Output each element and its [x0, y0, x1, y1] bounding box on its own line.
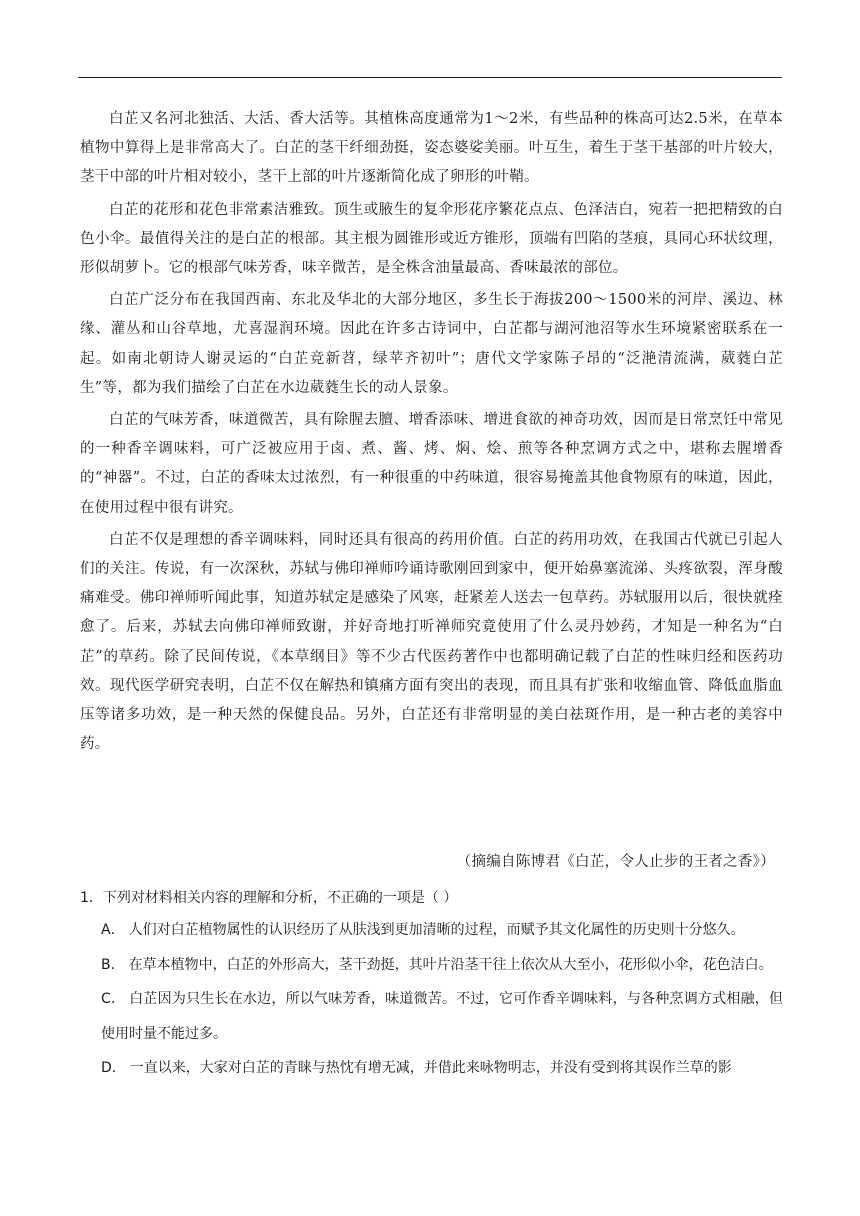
option-a[interactable] [80, 913, 783, 948]
option-d[interactable] [80, 1051, 783, 1086]
option-letter: A． [101, 922, 125, 938]
passage-source: （摘编自陈博君《白芷，令人止步的王者之香》） [456, 854, 775, 870]
option-c[interactable] [80, 982, 783, 1051]
passage-paragraph-3: 白芷广泛分布在我国西南、东北及华北的大部分地区，多生长于海拔200～1500米的河岸、溪边、林缘、灌丛和山谷草地，尤喜湿润环境。因此在许多古诗词中，白芷都与湖河池沼等水生环境紧密联系在一起。如南北朝诗人谢灵运的“白芷竞新苕，绿苹齐初叶”；唐代文学家陈子昂的“泛滟清流满，葳蕤白芷生”等，都为我们描绘了白芷在水边葳蕤生长的动人景象。 [80, 292, 783, 396]
header-rule [78, 77, 782, 78]
passage-paragraph-4: 白芷的气味芳香，味道微苦，具有除腥去膻、增香添味、增进食欲的神奇功效，因而是日常烹饪中常见的一种香辛调味料，可广泛被应用于卤、煮、酱、烤、焖、烩、煎等各种烹调方式之中，堪称去腥增香的“神器”。不过，白芷的香味太过浓烈，有一种很重的中药味道，很容易掩盖其他食物原有的味道，因此，在使用过程中很有讲究。 [80, 412, 783, 516]
option-letter: B． [101, 956, 125, 973]
option-letter: D． [101, 1060, 126, 1077]
option-text: 人们对白芷植物属性的认识经历了从肤浅到更加清晰的过程，而赋予其文化属性的历史则十分悠久。 [128, 922, 745, 938]
option-b[interactable] [80, 948, 783, 983]
passage-paragraph-2: 白芷的花形和花色非常素洁雅致。顶生或腋生的复伞形花序繁花点点、色泽洁白，宛若一把把精致的白色小伞。最值得关注的是白芷的根部。其主根为圆锥形或近方锥形，顶端有凹陷的茎痕，具同心环状纹理，形似胡萝卜。它的根部气味芳香，味辛微苦，是全株含油量最高、香味最浓的部位。 [80, 201, 783, 277]
option-letter: C． [101, 991, 126, 1008]
reading-passage [80, 105, 783, 759]
option-text: 在草本植物中，白芷的外形高大，茎干劲挺，其叶片沿茎干往上依次从大至小，花形似小伞，花色洁白。 [128, 956, 773, 973]
question-stem: 1．下列对材料相关内容的理解和分析，不正确的一项是（ ） [80, 890, 458, 906]
option-text: 一直以来，大家对白芷的青睐与热忱有增无减，并借此来咏物明志，并没有受到将其误作兰草的影 [129, 1060, 732, 1077]
passage-paragraph-5: 白芷不仅是理想的香辛调味料，同时还具有很高的药用价值。白芷的药用功效，在我国古代就已引起人们的关注。传说，有一次深秋，苏轼与佛印禅师吟诵诗歌刚回到家中，便开始鼻塞流涕、头疼欲裂，浑身酸痛难受。佛印禅师听闻此事，知道苏轼定是感染了风寒，赶紧差人送去一包草药。苏轼服用以后，很快就痊愈了。后来，苏轼去向佛印禅师致谢，并好奇地打听禅师究竟使用了什么灵丹妙药，才知是一种名为“白芷”的草药。除了民间传说，《本草纲目》等不少古代医药著作中也都明确记载了白芷的性味归经和医药功效。现代医学研究表明，白芷不仅在解热和镇痛方面有突出的表现，而且具有扩张和收缩血管、降低血脂血压等诸多功效，是一种天然的保健良品。另外，白芷还有非常明显的美白祛斑作用，是一种古老的美容中药。 [80, 531, 783, 753]
passage-paragraph-1: 白芷又名河北独活、大活、香大活等。其植株高度通常为1～2米，有些品种的株高可达2.5米，在草本植物中算得上是非常高大了。白芷的茎干纤细劲挺，姿态婆娑美丽。叶互生，着生于茎干基部的叶片较大，茎干中部的叶片相对较小，茎干上部的叶片逐渐简化成了卵形的叶鞘。 [80, 111, 783, 186]
question-1 [80, 883, 783, 1086]
option-text: 白芷因为只生长在水边，所以气味芳香，味道微苦。不过，它可作香辛调味料，与各种烹调方式相融，但使用时量不能过多。 [101, 991, 783, 1042]
